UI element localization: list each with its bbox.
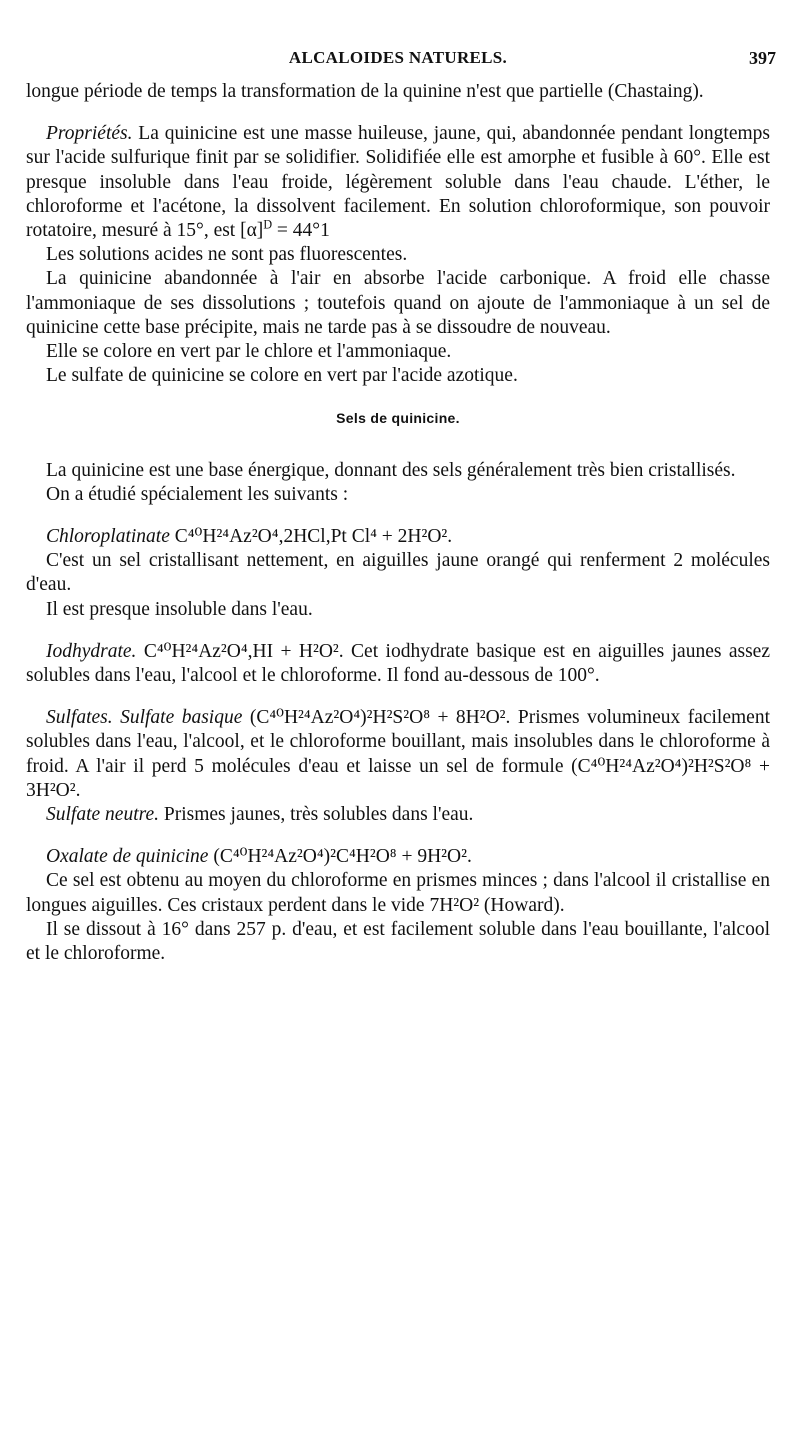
paragraph-proprietes [26, 122, 770, 243]
body-text [26, 80, 770, 966]
chloroplatinate-formula: C⁴⁰H²⁴Az²O⁴,2HCl,Pt Cl⁴ + 2H²O². [174, 526, 453, 548]
paragraph-iodhydrate [26, 640, 770, 688]
proprietes-end: = 44°1 [272, 220, 330, 242]
sulfates-label: Sulfates. Sulfate basique [46, 707, 243, 729]
paragraph-chloroplatinate [26, 525, 770, 549]
oxalate-formula: (C⁴⁰H²⁴Az²O⁴)²C⁴H²O⁸ + 9H²O². [208, 846, 472, 868]
paragraph-base: La quinicine est une base énergique, donnant des sels généralement très bien cristallisés. [46, 459, 736, 481]
neutre-label: Sulfate neutre. [46, 804, 160, 826]
running-title: ALCALOIDES NATURELS. [288, 48, 508, 67]
iodhydrate-text: C⁴⁰H²⁴Az²O⁴,HI + H²O². Cet iodhydrate basique est en aiguilles jaunes assez solubles dans l'eau, l'alcool et le chloroforme. Il fond au-dessous de 100°. [26, 640, 770, 687]
paragraph-oxalate-solubility: Il se dissout à 16° dans 257 p. d'eau, et est facilement soluble dans l'eau bouillante, l'alcool et le chloroforme. [26, 918, 770, 965]
sulfates-text: (C⁴⁰H²⁴Az²O⁴)²H²S²O⁸ + 8H²O². Prismes volumineux facilement solubles dans l'eau, l'alcool, et le chloroforme bouillant, mais insolubles dans le chloroforme à froid. A l'air il perd 5 molécules d'eau et laisse un sel de formule (C⁴⁰H²⁴Az²O⁴)²H²S²O⁸ + 3H²O². [26, 707, 770, 801]
chloroplatinate-label: Chloroplatinate [46, 526, 170, 548]
proprietes-text: La quinicine est une masse huileuse, jaune, qui, abandonnée pendant longtemps sur l'acide sulfurique finit par se solidifier. Solidifiée elle est amorphe et fusible à 60°. Elle est presque insoluble dans l'eau froide, légèrement soluble dans l'eau chaude. L'éther, le chloroforme et l'acétone, la dissolvent facilement. En solution chloroformique, son pouvoir rotatoire, mesuré à 15°, est [α] [26, 123, 770, 242]
paragraph-chlore: Elle se colore en vert par le chlore et l'ammoniaque. [46, 341, 452, 363]
paragraph-sulfate-neutre [26, 803, 770, 827]
paragraph-carbonic-acid: La quinicine abandonnée à l'air en absorbe l'acide carbonique. A froid elle chasse l'ammoniaque de ses dissolutions ; toutefois quand on ajoute de l'ammoniaque à un sel de quinicine cette base précipite, mais ne tarde pas à se dissoudre de nouveau. [26, 268, 770, 338]
page-header [26, 48, 776, 74]
paragraph-oxalate-prep: Ce sel est obtenu au moyen du chloroforme en prismes minces ; dans l'alcool il cristallise en longues aiguilles. Ces cristaux perdent dans le vide 7H²O² (Howard). [26, 870, 770, 916]
paragraph-oxalate [26, 845, 770, 869]
section-heading: Sels de quinicine. [336, 410, 460, 427]
paragraph-chloroplatinate-desc: C'est un sel cristallisant nettement, en aiguilles jaune orangé qui renferment 2 molécules d'eau. [26, 550, 770, 596]
rotation-superscript: D [263, 217, 273, 232]
paragraph-continuation: longue période de temps la transformation de la quinine n'est que partielle (Chastaing). [26, 81, 704, 102]
paragraph-sulfate-color: Le sulfate de quinicine se colore en vert par l'acide azotique. [46, 365, 518, 387]
proprietes-label: Propriétés. [46, 123, 133, 145]
iodhydrate-label: Iodhydrate. [46, 640, 137, 662]
neutre-text: Prismes jaunes, très solubles dans l'eau. [159, 804, 474, 826]
paragraph-insoluble: Il est presque insoluble dans l'eau. [46, 598, 313, 620]
paragraph-sulfates [26, 706, 770, 803]
paragraph-suivants: On a étudié spécialement les suivants : [46, 483, 349, 505]
page-number: 397 [749, 48, 776, 68]
paragraph-fluorescence: Les solutions acides ne sont pas fluorescentes. [46, 244, 408, 266]
oxalate-label: Oxalate de quinicine [46, 846, 209, 868]
